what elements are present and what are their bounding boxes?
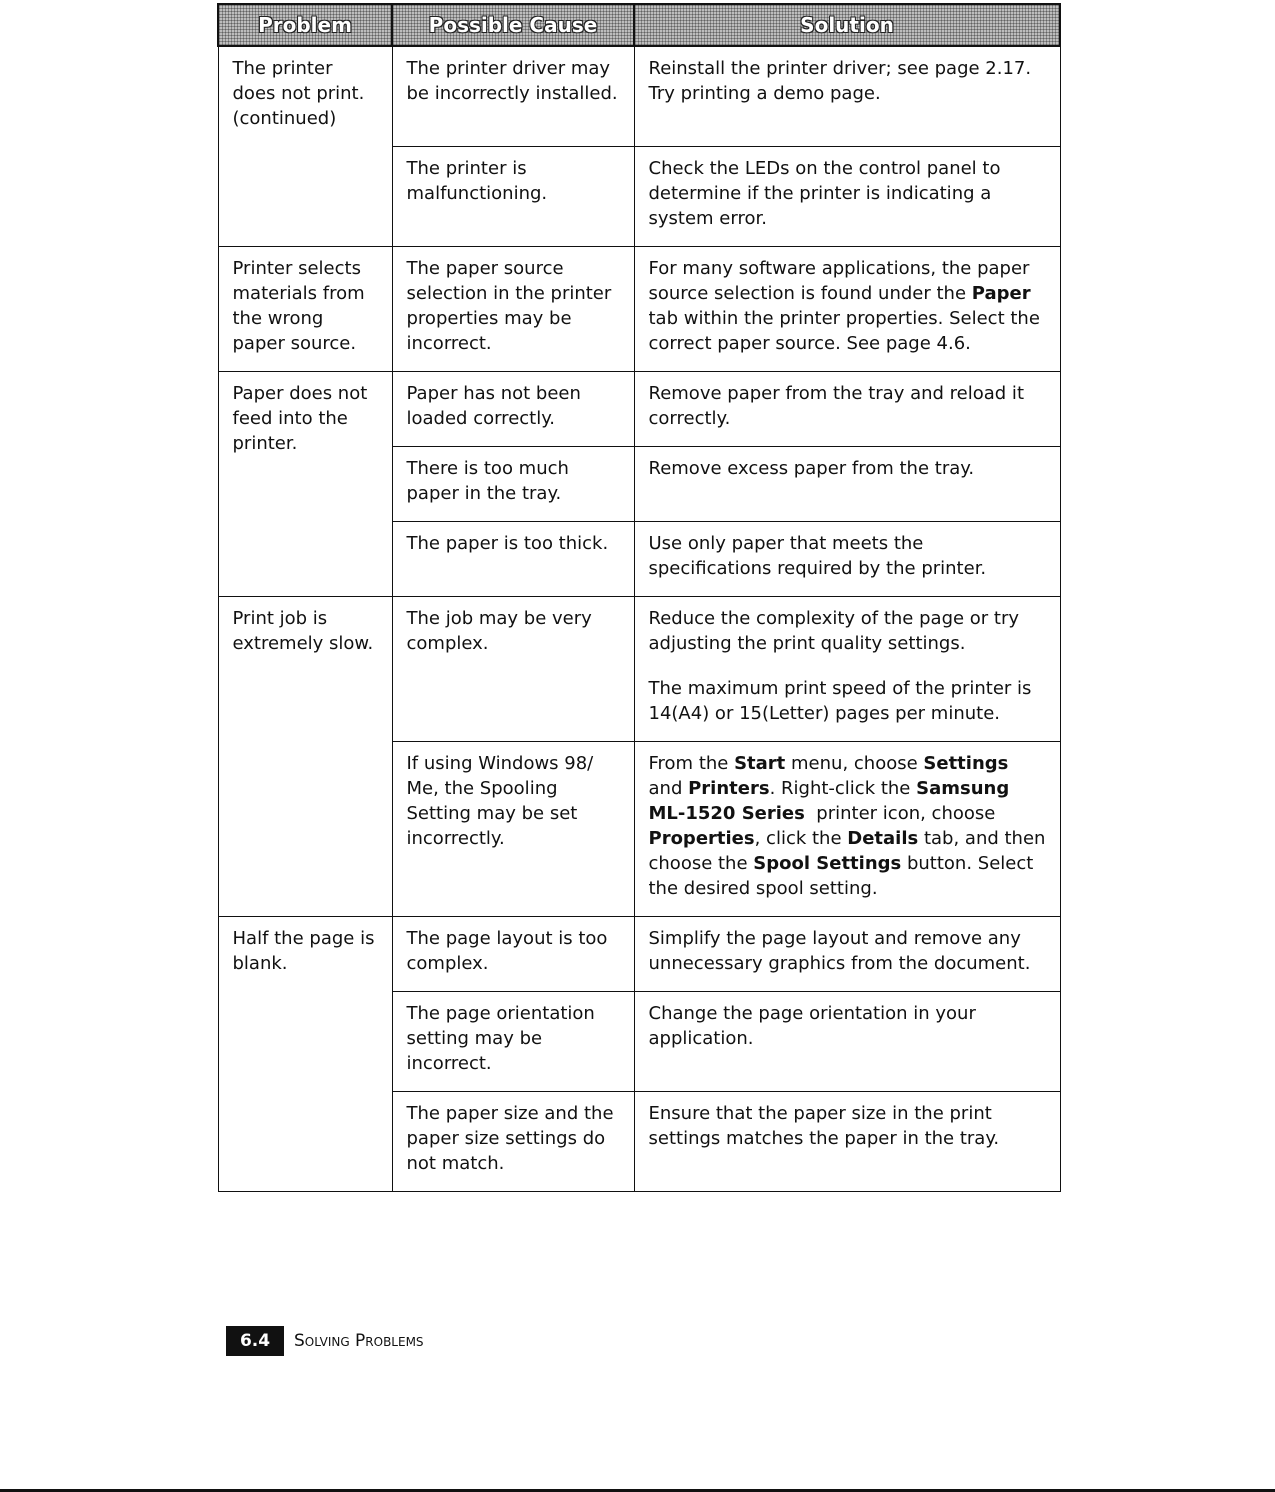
solution-text: . Right-click the — [769, 777, 917, 799]
solution-text: Reduce the complexity of the page or try adjusting the print quality settings. — [648, 607, 1020, 654]
solution-text: menu, choose — [785, 752, 924, 774]
troubleshooting-table — [217, 3, 1061, 1192]
cause-cell: There is too much paper in the tray. — [392, 446, 634, 521]
cause-cell: The job may be very complex. — [392, 596, 634, 741]
header-solution: Solution — [634, 4, 1060, 46]
solution-cell: Reinstall the printer driver; see page 2.17. Try printing a demo page. — [634, 46, 1060, 146]
solution-cell — [634, 741, 1060, 916]
solution-note: The maximum print speed of the printer is 14(A4) or 15(Letter) pages per minute. — [648, 677, 1032, 724]
solution-cell: Remove paper from the tray and reload it correctly. — [634, 371, 1060, 446]
cause-cell: The paper size and the paper size settings do not match. — [392, 1091, 634, 1191]
solution-cell: Use only paper that meets the specifications required by the printer. — [634, 521, 1060, 596]
solution-cell: Check the LEDs on the control panel to determine if the printer is indicating a system error. — [634, 146, 1060, 246]
cause-cell: The printer driver may be incorrectly installed. — [392, 46, 634, 146]
settings-term: Settings — [923, 752, 1009, 774]
cause-cell: The printer is malfunctioning. — [392, 146, 634, 246]
solution-cell — [634, 246, 1060, 371]
problem-cell: Half the page is blank. — [218, 916, 392, 1191]
paper-tab-term: Paper — [971, 282, 1031, 304]
header-row — [218, 4, 1060, 46]
solution-text: printer icon, choose — [804, 802, 1002, 824]
solution-cell: Simplify the page layout and remove any unnecessary graphics from the document. — [634, 916, 1060, 991]
problem-cell: Paper does not feed into the printer. — [218, 371, 392, 596]
table-row — [218, 371, 1060, 446]
cause-cell: Paper has not been loaded correctly. — [392, 371, 634, 446]
cause-cell: The paper is too thick. — [392, 521, 634, 596]
solution-text: tab within the printer properties. Select the correct paper source. See page 4.6. — [648, 307, 1040, 354]
table-row — [218, 46, 1060, 146]
properties-term: Properties — [648, 827, 755, 849]
solution-text: button. Select the desired spool setting. — [648, 852, 1034, 899]
solution-text: , click the — [754, 827, 848, 849]
details-term: Details — [847, 827, 919, 849]
page-footer — [226, 1326, 424, 1356]
solution-text: tab, and then choose the — [648, 827, 1046, 874]
cause-cell: If using Windows 98/ Me, the Spooling Setting may be set incorrectly. — [392, 741, 634, 916]
solution-text: and — [648, 777, 689, 799]
solution-text: For many software applications, the paper source selection is found under the — [648, 257, 1030, 304]
table-row — [218, 596, 1060, 741]
problem-cell: Printer selects materials from the wrong paper source. — [218, 246, 392, 371]
solution-cell: Remove excess paper from the tray. — [634, 446, 1060, 521]
table-row — [218, 916, 1060, 991]
solution-text: From the — [648, 752, 735, 774]
solution-cell: Change the page orientation in your application. — [634, 991, 1060, 1091]
solution-cell — [634, 596, 1060, 741]
header-possible-cause: Possible Cause — [392, 4, 634, 46]
solution-cell: Ensure that the paper size in the print settings matches the paper in the tray. — [634, 1091, 1060, 1191]
problem-cell: The printer does not print. (continued) — [218, 46, 392, 246]
header-problem: Problem — [218, 4, 392, 46]
cause-cell: The page layout is too complex. — [392, 916, 634, 991]
spool-settings-term: Spool Settings — [753, 852, 902, 874]
start-term: Start — [734, 752, 786, 774]
printer-model-term: Samsung ML-1520 Series — [648, 777, 1010, 824]
table-row — [218, 246, 1060, 371]
cause-cell: The paper source selection in the printer properties may be incorrect. — [392, 246, 634, 371]
printers-term: Printers — [688, 777, 770, 799]
problem-cell: Print job is extremely slow. — [218, 596, 392, 916]
section-title: Solving Problems — [294, 1331, 424, 1351]
page-number-badge: 6.4 — [226, 1326, 284, 1356]
cause-cell: The page orientation setting may be incorrect. — [392, 991, 634, 1091]
